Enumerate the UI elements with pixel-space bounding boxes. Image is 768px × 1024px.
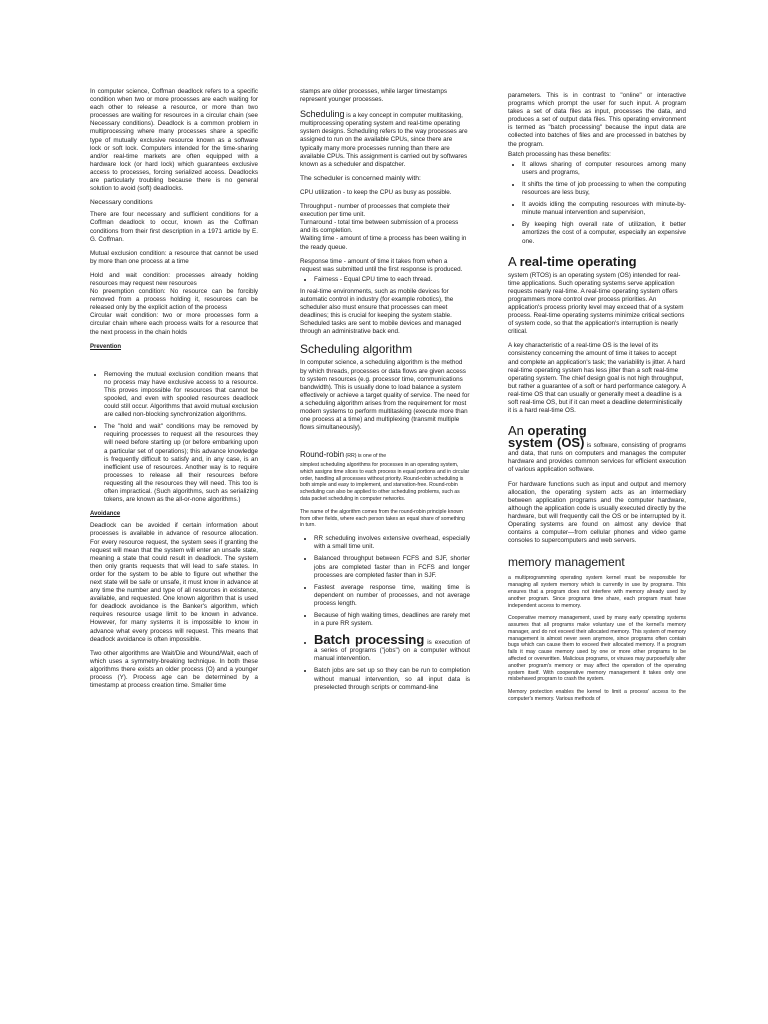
benefit-shift-time: • It shifts the time of job processing to when the computing resources are less busy, bbox=[522, 181, 686, 197]
cpu-utilization-text: CPU utilization - to keep the CPU as busy as possible. bbox=[300, 188, 452, 196]
circular-wait-condition: Circular wait condition: two or more processes form a circular chain where each process waits for a resource that the next process in the chain holds bbox=[90, 312, 258, 336]
batch-jobs-item: • Batch jobs are set up so they can be run to completion without manual intervention, so all input data is preselected through scripts or command-line bbox=[314, 667, 470, 691]
column-1 bbox=[90, 88, 258, 696]
timestamps-text: stamps are older processes, while larger timestamps represent younger processes. bbox=[300, 88, 447, 104]
rtos-key-characteristic: A key characteristic of a real-time OS is the level of its consistency concerning the amount of time it takes to accept and complete an application's task; the variability is jitter. A hard real-time operating system has less jitter than a soft real-time operating system. The chief design goal is not high throughput, but rather a guarantee of a soft or hard performance category. A real-time OS that can usually or generally meet a deadline is a soft real-time OS, but if it can meet a deadline deterministically it is a hard real-time OS. bbox=[508, 342, 686, 415]
no-preemption-condition: No preemption condition: No resource can be forcibly removed from a process holding it, resources can be released only by the explicit action of the process bbox=[90, 288, 258, 312]
column-3 bbox=[508, 92, 686, 709]
response-time-text: Response time - amount of time it takes from when a request was submitted until the first response is produced. bbox=[300, 257, 463, 273]
prevention-heading: Prevention bbox=[90, 343, 122, 350]
benefit-sharing: • It allows sharing of computer resources among many users and programs, bbox=[522, 161, 686, 177]
batch-processing-item bbox=[314, 632, 470, 663]
avoidance-text: Deadlock can be avoided if certain information about processes is available in advance of resource allocation. For every resource request, the system sees if granting the request will mean that the system will enter an unsafe state, meaning a state that could result in deadlock. The system then only grants requests that will lead to safe states. In order for the system to be able to figure out whether the next state will be safe or unsafe, it must know in advance at any time the number and type of all resources in existence, available, and requested. One known algorithm that is used for deadlock avoidance is the Banker's algorithm, which requires resource usage limit to be known in advance. However, for many systems it is impossible to know in advance what every process will request. This means that deadlock avoidance is often impossible. bbox=[90, 522, 258, 643]
rr-property-deadlines: • Because of high waiting times, deadlines are rarely met in a pure RR system. bbox=[314, 612, 470, 628]
hold-and-wait-condition: Hold and wait condition: processes already holding resources may request new resources bbox=[90, 271, 258, 287]
column-2 bbox=[300, 88, 470, 698]
deadlock-intro: In computer science, Coffman deadlock refers to a specific condition when two or more processes are each waiting for each other to release a resource, or more than two processes are waiting for resources in a circular chain (see Necessary conditions). Deadlock is a common problem in multiprocessing where many processes share a specific type of mutually exclusive resource known as a software lock or soft lock. Computers intended for the time-sharing and/or real-time markets are often equipped with a hardware lock (or hard lock) which guarantees exclusive access to processes, forcing serialized access. Deadlocks are particularly troubling because there is no general solution to avoid (soft) deadlocks. bbox=[90, 88, 258, 193]
turnaround-text: Turnaround - total time between submission of a process and its completion. bbox=[300, 219, 459, 235]
os-heading-system: system (OS) bbox=[508, 435, 585, 451]
benefit-avoid-idling: • It avoids idling the computing resources with minute-by-minute manual intervention and supervision, bbox=[522, 201, 686, 217]
round-robin-intro bbox=[300, 452, 470, 460]
round-robin-name-text: The name of the algorithm comes from the round-robin principle known from other fields, where each person takes an equal share of something in turn. bbox=[300, 508, 465, 529]
batch-processing-heading: Batch processing bbox=[314, 632, 425, 648]
realtime-environment-text: In real-time environments, such as mobile devices for automatic control in industry (for example robotics), the scheduler also must ensure that processes can meet deadlines; this is crucial for keeping the system stable. Scheduled tasks are sent to mobile devices and managed through an administrative back end. bbox=[300, 287, 462, 336]
os-heading-prefix: An bbox=[508, 423, 528, 439]
rtos-text: system (RTOS) is an operating system (OS) intended for real-time applications. Such operating systems serve application requests nearly real-time. A real-time operating system offers programmers more control over process priorities. An application's process priority level may exceed that of a system process. Real-time operating systems minimize critical sections of system code, so that the application's interruption is nearly critical. bbox=[508, 271, 685, 336]
scheduler-concerned-text: The scheduler is concerned mainly with: bbox=[300, 174, 421, 182]
os-heading-bold: operating bbox=[527, 423, 587, 439]
necessary-conditions-heading: Necessary conditions bbox=[90, 199, 153, 207]
batch-benefits-list bbox=[508, 161, 686, 246]
avoidance-heading: Avoidance bbox=[90, 511, 121, 518]
memory-protection-text: Memory protection enables the kernel to limit a process' access to the computer's memory. Various methods of bbox=[508, 689, 686, 703]
mutual-exclusion-condition: Mutual exclusion condition: a resource that cannot be used by more than one process at a time bbox=[90, 249, 258, 265]
os-hardware-text: For hardware functions such as input and output and memory allocation, the operating system acts as an intermediary between application programs and the computer hardware, although the application code is usually executed directly by the hardware, but will frequently call the OS or be interrupted by it. Operating systems are found on almost any device that contains a computer—from cellular phones and video game consoles to supercomputers and web servers. bbox=[508, 480, 686, 545]
rtos-heading bbox=[508, 254, 686, 270]
necessary-conditions-text: There are four necessary and sufficient conditions for a Coffman deadlock to occur, known as the Coffman conditions from their first description in a 1971 article by E. G. Coffman. bbox=[90, 211, 258, 243]
batch-parameters-text: parameters. This is in contrast to "online" or interactive programs which prompt the user for such input. A program takes a set of data files as input, processes the data, and produces a set of output data files. This operating environment is termed as "batch processing" because the input data are collected into batches of files and are processed in batches by the program. bbox=[508, 92, 686, 148]
benefit-utilization: • By keeping high overall rate of utilization, it better amortizes the cost of a computer, especially an expensive one. bbox=[522, 221, 686, 245]
memory-management-heading: memory management bbox=[508, 555, 625, 570]
round-robin-text: simplest scheduling algorithms for processes in an operating system, which assigns time slices to each process in equal portions and in circular order, handling all processes without priority. Round-robin scheduling is both simple and easy to implement, and starvation-free. Round-robin scheduling can also be applied to other scheduling problems, such as data packet scheduling in computer networks. bbox=[300, 462, 470, 503]
waiting-time-text: Waiting time - amount of time a process has been waiting in the ready queue. bbox=[300, 235, 467, 251]
fairness-list bbox=[300, 276, 470, 284]
scheduling-term: Scheduling bbox=[300, 109, 345, 120]
os-definition-text: is software, consisting of programs and data, that runs on computers and manages the computer hardware and provides common services for efficient execution of various application software. bbox=[508, 442, 686, 474]
rtos-heading-prefix: A bbox=[508, 253, 520, 269]
scheduling-definition: is a key concept in computer multitasking, multiprocessing operating system and real-time operating system designs. Scheduling refers to the way processes are assigned to run on the available CPUs, since there are typically many more processes running than there are available CPUs. This assignment is carried out by softwares known as a scheduler and dispatcher. bbox=[300, 112, 468, 168]
rtos-heading-bold: real-time operating bbox=[519, 253, 637, 269]
round-robin-heading: Round-robin bbox=[300, 450, 345, 460]
rr-property-throughput: • Balanced throughput between FCFS and SJF, shorter jobs are completed faster than in FCFS and longer processes are completed faster than in SJF. bbox=[314, 555, 470, 579]
batch-benefits-heading: Batch processing has these benefits: bbox=[508, 150, 611, 158]
scheduling-algorithm-heading: Scheduling algorithm bbox=[300, 342, 413, 357]
throughput-text: Throughput - number of processes that complete their execution per time unit. bbox=[300, 203, 451, 219]
fairness-item: • Fairness - Equal CPU time to each thread. bbox=[314, 276, 470, 284]
prevention-item-mutual-exclusion: • Removing the mutual exclusion condition means that no process may have exclusive access to a resource. This proves impossible for resources that cannot be spooled, and even with spooled resources deadlock could still occur. Algorithms that avoid mutual exclusion are called non-blocking synchronization algorithms. bbox=[104, 371, 258, 420]
round-robin-properties bbox=[300, 535, 470, 692]
wait-die-text: Two other algorithms are Wait/Die and Wound/Wait, each of which uses a symmetry-breaking technique. In both these algorithms there exists an older process (O) and a younger process (Y). Process age can be determined by a timestamp at process creation time. Smaller time bbox=[90, 649, 258, 690]
cooperative-memory-text: Cooperative memory management, used by many early operating systems assumes that all programs make voluntary use of the kernel's memory manager, and do not exceed their allocated memory. This system of memory management is almost never seen anymore, since programs often contain bugs which can cause them to exceed their allocated memory. If a program fails it may cause memory used by one or more other programs to be affected or overwritten. Malicious programs, or viruses may purposefully alter another program's memory or may affect the operation of the operating system itself. With cooperative memory management it takes only one misbehaved program to crash the system. bbox=[508, 615, 686, 683]
batch-processing-definition: is execution of a series of programs ("jobs") on a computer without manual intervention. bbox=[314, 639, 470, 663]
round-robin-suffix: (RR) is one of the bbox=[344, 453, 387, 460]
scheduling-algorithm-text: In computer science, a scheduling algorithm is the method by which threads, processes or data flows are given access to system resources (e.g. processor time, communications bandwidth). This is usually done to load balance a system effectively or achieve a target quality of service. The need for a scheduling algorithm arises from the requirement for most modern systems to perform multitasking (execute more than one process at a time) and multiplexing (transmit multiple flows simultaneously). bbox=[300, 359, 470, 432]
memory-kernel-text: a multiprogramming operating system kernel must be responsible for managing all system memory which is currently in use by programs. This ensures that a program does not interfere with memory already used by another program. Since programs time share, each program must have independent access to memory. bbox=[508, 575, 686, 609]
os-definition bbox=[508, 435, 686, 474]
scheduling-paragraph bbox=[300, 110, 470, 169]
prevention-item-hold-and-wait: • The "hold and wait" conditions may be removed by requiring processes to request all the resources they will need before starting up (or before embarking upon a particular set of operations); this advance knowledge is frequently difficult to satisfy and, in any case, is an inefficient use of resources. Another way is to require processes to release all their resources before requesting all the resources they will need. This too is often impractical. (Such algorithms, such as serializing tokens, are known as the all-or-none algorithms.) bbox=[104, 423, 258, 504]
prevention-list bbox=[90, 371, 258, 505]
rr-property-overhead: • RR scheduling involves extensive overhead, especially with a small time unit. bbox=[314, 535, 470, 551]
rr-property-response: • Fastest average response time, waiting time is dependent on number of processes, and not average process length. bbox=[314, 584, 470, 608]
